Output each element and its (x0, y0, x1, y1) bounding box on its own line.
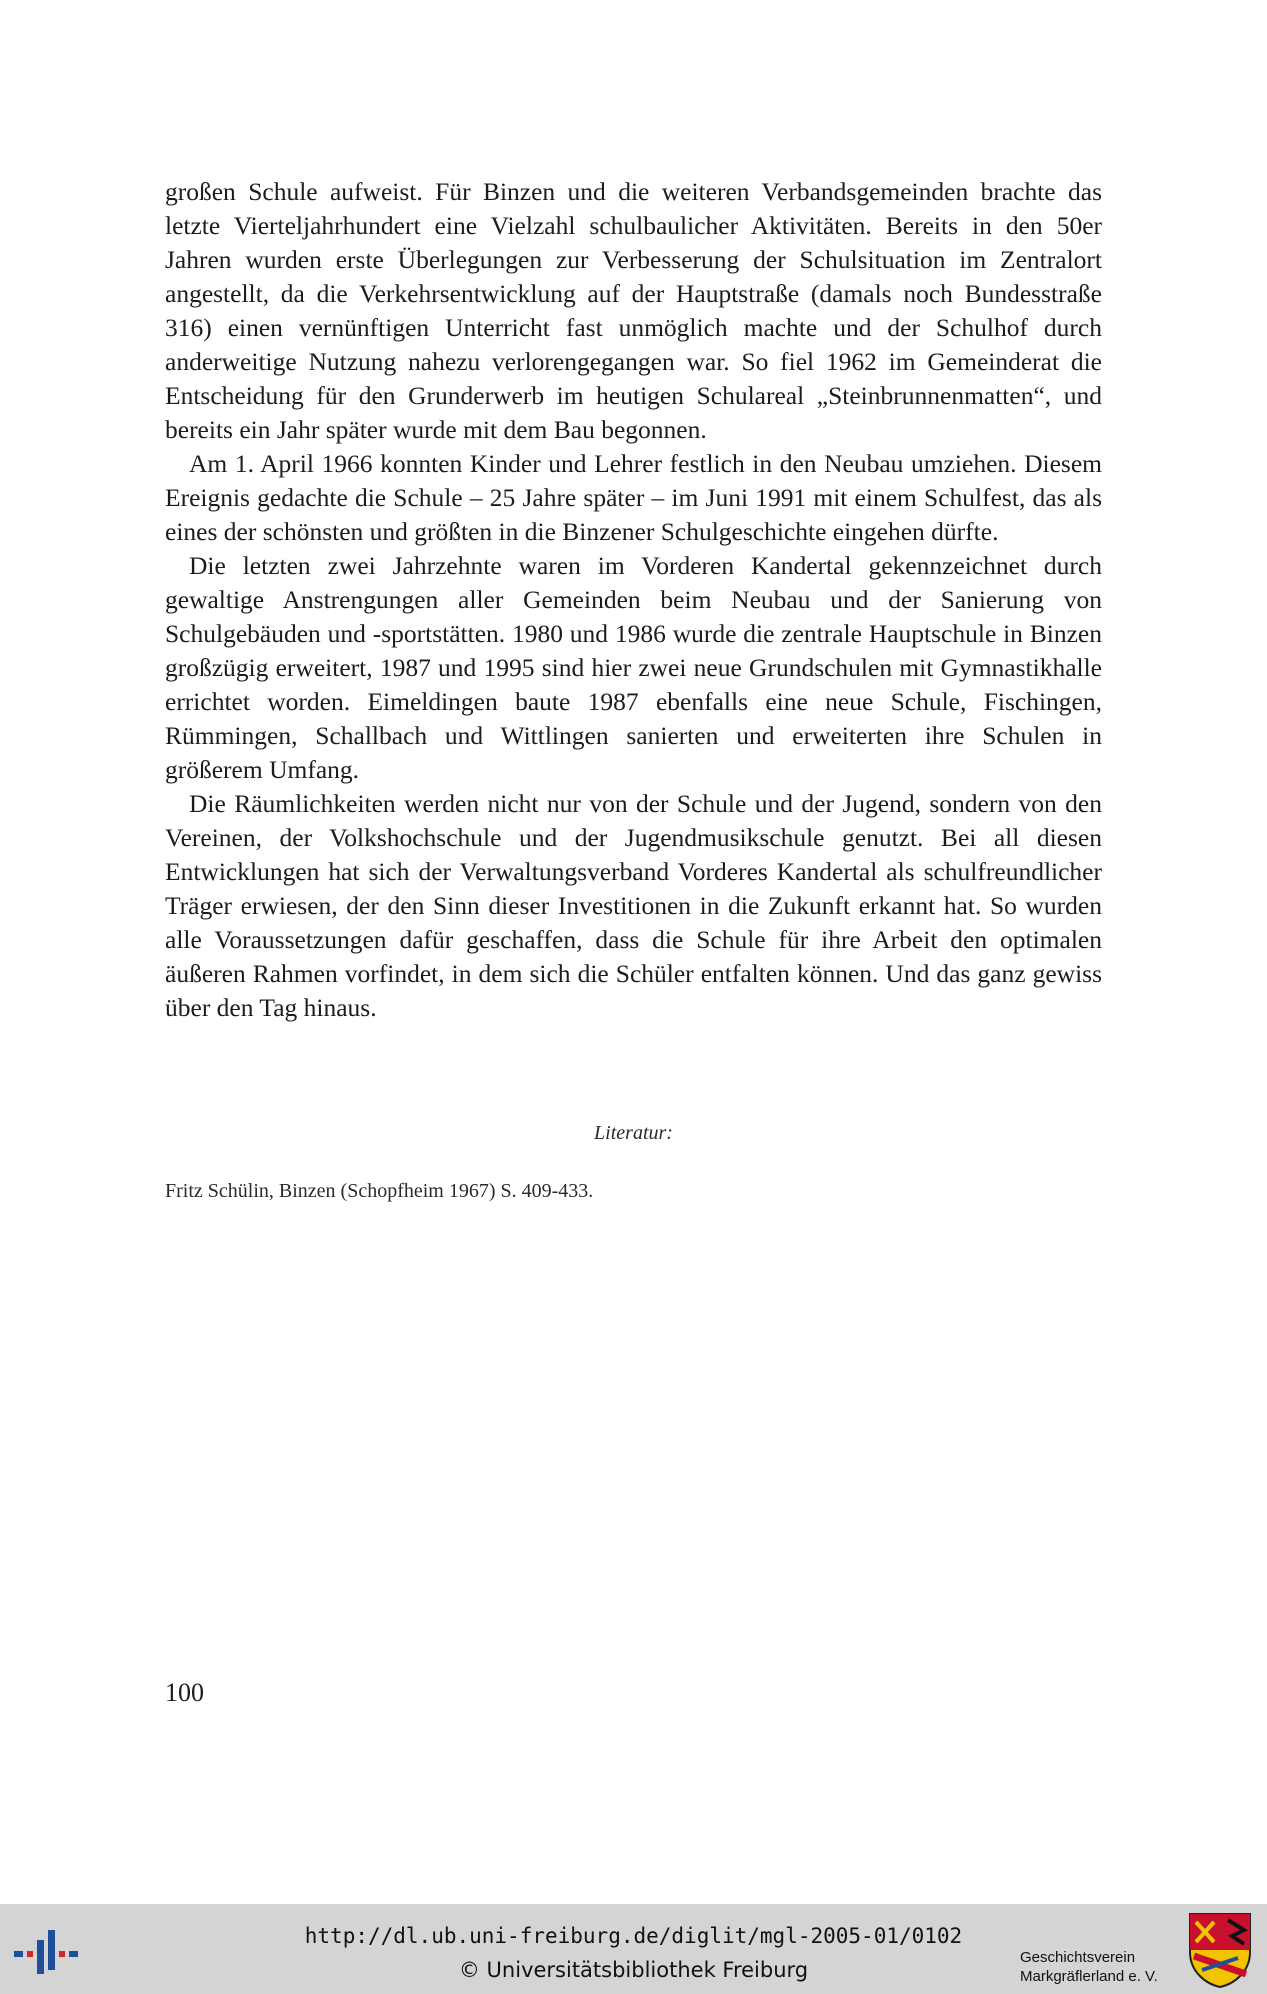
coat-of-arms-icon[interactable] (1188, 1912, 1252, 1988)
document-body (165, 175, 1102, 1025)
paragraph-2: Am 1. April 1966 konnten Kinder und Lehrer festlich in den Neubau umziehen. Diesem Ereignis gedachte die Schule – 25 Jahre später – im Juni 1991 mit einem Schulfest, das als eines der schönsten und größten in die Binzener Schulgeschichte eingehen dürfte. (165, 449, 1102, 546)
copyright-text: © Universitätsbibliothek Freiburg (458, 1958, 809, 1982)
literature-entry: Fritz Schülin, Binzen (Schopfheim 1967) S. 409-433. (165, 1180, 594, 1202)
paragraph-3: Die letzten zwei Jahrzehnte waren im Vorderen Kandertal gekennzeichnet durch gewaltige Anstrengungen aller Gemeinden beim Neubau und der Sanierung von Schulgebäuden und -sportstätten. 1980 und 1986 wurde die zentrale Hauptschule in Binzen großzügig erweitert, 1987 und 1995 sind hier zwei neue Grundschulen mit Gymnastikhalle errichtet worden. Eimeldingen baute 1987 ebenfalls eine neue Schule, Fischingen, Rümmingen, Schallbach und Wittlingen sanierten und erweiterten ihre Schulen in größerem Umfang. (165, 551, 1102, 784)
society-line-2: Markgräflerland e. V. (1020, 1968, 1158, 1985)
society-name (1020, 1948, 1158, 1986)
page-number: 100 (165, 1678, 204, 1707)
document-url-link[interactable]: http://dl.ub.uni-freiburg.de/diglit/mgl-2005-01/0102 (304, 1924, 963, 1948)
paragraph-4: Die Räumlichkeiten werden nicht nur von der Schule und der Jugend, sondern von den Vereinen, der Volkshochschule und der Jugendmusikschule genutzt. Bei all diesen Entwicklungen hat sich der Verwaltungsverband Vorderes Kandertal als schulfreundlicher Träger erwiesen, der den Sinn dieser Investitionen in die Zukunft erkannt hat. So wurden alle Voraussetzungen dafür geschaffen, dass die Schule für ihre Arbeit den optimalen äußeren Rahmen vorfindet, in dem sich die Schüler entfalten können. Und das ganz gewiss über den Tag hinaus. (165, 789, 1102, 1022)
footer-bar (0, 1904, 1267, 1994)
society-line-1: Geschichtsverein (1020, 1949, 1136, 1966)
paragraph-1: großen Schule aufweist. Für Binzen und die weiteren Verbandsgemeinden brachte das letzte Vierteljahrhundert eine Vielzahl schulbaulicher Aktivitäten. Bereits in den 50er Jahren wurden erste Überlegungen zur Verbesserung der Schulsituation im Zentralort angestellt, da die Verkehrsentwicklung auf der Hauptstraße (damals noch Bundesstraße 316) einen vernünftigen Unterricht fast unmöglich machte und der Schulhof durch anderweitige Nutzung nahezu verlorengegangen war. So fiel 1962 im Gemeinderat die Entscheidung für den Grunderwerb im heutigen Schulareal „Steinbrunnenmatten“, und bereits ein Jahr später wurde mit dem Bau begonnen. (165, 177, 1102, 444)
literature-heading: Literatur: (594, 1122, 673, 1144)
